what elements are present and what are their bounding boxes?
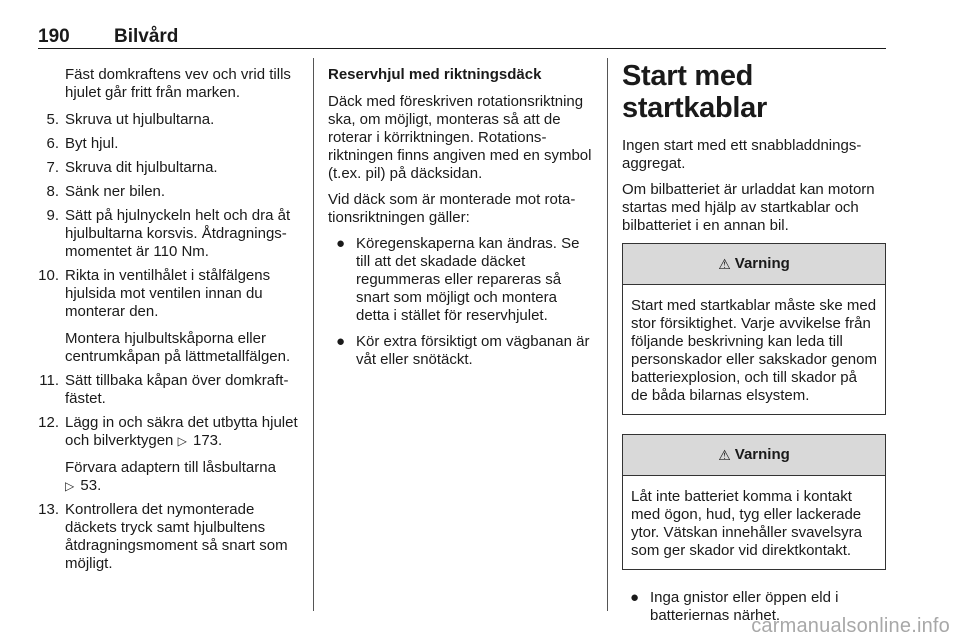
header-rule — [38, 48, 886, 49]
step-text: Skruva ut hjulbultarna. — [65, 111, 215, 128]
step-item — [38, 267, 300, 366]
warning-header — [623, 435, 885, 476]
step-text: Skruva dit hjulbultarna. — [65, 159, 218, 176]
step-text: Sätt på hjulnyckeln helt och dra åt hjulbultarna korsvis. Åtdragningsmomentet är 110 Nm. — [65, 207, 291, 260]
step-item — [38, 372, 300, 408]
warning-box — [622, 243, 886, 415]
column-divider — [313, 58, 314, 611]
step-text: Sänk ner bilen. — [65, 183, 166, 200]
step-text-content: Lägg in och säkra det utbytta hjulet och bilverktygen — [65, 414, 298, 449]
bullet-icon: ● — [630, 589, 640, 606]
paragraph: Däck med föreskriven rotationsriktning ska, om möjligt, monteras så att de roterar i körriktningen. Rotationsriktningen finns angiven med en symbol (t.ex. pil) på däcksidan. — [328, 93, 592, 182]
step-text: Kontrollera det nymonterade däckets tryck samt hjulbultens åtdragningsmoment så snart som möjligt. — [65, 501, 288, 572]
step-subtext-content: Förvara adaptern till låsbultarna — [65, 459, 276, 476]
step-number: 11. — [39, 372, 59, 389]
list-item — [328, 235, 592, 325]
page-number: 190 — [38, 26, 70, 47]
step-number: 6. — [46, 135, 59, 152]
warning-box — [622, 434, 886, 570]
section-title: Bilvård — [114, 26, 179, 47]
step-subtext: Montera hjulbultskåporna eller centrumkåpan på lättmetallfälgen. — [65, 330, 291, 365]
step-text: Sätt tillbaka kåpan över domkraftfästet. — [65, 372, 289, 407]
step-number: 9. — [46, 207, 59, 224]
page-reference-link[interactable]: 173. — [192, 432, 223, 449]
warning-triangle-icon: ⚠ — [718, 256, 731, 272]
paragraph: Om bilbatteriet är urladdat kan motorn startas med hjälp av startkablar och bilbatteriet i en annan bil. — [622, 181, 875, 234]
column-right — [622, 60, 886, 633]
step-subtext — [65, 459, 300, 495]
list-item — [328, 333, 592, 369]
step-item — [38, 183, 300, 201]
paragraph: Vid däck som är monterade mot rotationsriktningen gäller: — [328, 191, 576, 226]
step-intro: Fäst domkraftens vev och vrid tills hjulet går fritt från marken. — [65, 66, 291, 101]
column-left — [38, 66, 300, 579]
watermark: carmanualsonline.info — [751, 615, 950, 637]
step-number: 12. — [38, 414, 59, 431]
page-reference-link[interactable]: 53. — [80, 477, 102, 494]
page-reference-icon[interactable]: ▷ — [65, 479, 75, 493]
step-item — [38, 207, 300, 261]
step-number: 8. — [46, 183, 59, 200]
warning-text: Låt inte batteriet komma i kontakt med ögon, hud, tyg eller lackerade ytor. Vätskan innehåller svavelsyra som ger skador vid direktkontakt. — [631, 488, 862, 559]
bullet-icon: ● — [336, 235, 346, 252]
list-item-text: Köregenskaperna kan ändras. Se till att det skadade däcket regummeras eller repareras så snart som möjligt och montera detta i stället för reservhjulet. — [356, 235, 580, 324]
step-text: Byt hjul. — [65, 135, 119, 152]
step-text — [65, 414, 300, 450]
step-item — [38, 159, 300, 177]
step-number: 10. — [38, 267, 59, 284]
column-divider — [607, 58, 608, 611]
column-middle — [328, 66, 592, 377]
page-header — [38, 22, 886, 50]
warning-triangle-icon: ⚠ — [718, 447, 731, 463]
page-reference-icon[interactable]: ▷ — [177, 434, 187, 448]
step-item — [38, 501, 300, 573]
warning-title: Varning — [734, 446, 790, 463]
step-number: 7. — [46, 159, 59, 176]
warning-header — [623, 244, 885, 285]
paragraph: Ingen start med ett snabbladdningsaggregat. — [622, 137, 862, 172]
step-number: 13. — [38, 501, 59, 518]
step-item — [38, 414, 300, 495]
list-item-text: Inga gnistor eller öppen eld i batteriernas närhet. — [650, 589, 839, 624]
step-number: 5. — [46, 111, 59, 128]
step-item — [38, 135, 300, 153]
warning-title: Varning — [734, 255, 790, 272]
list-item-text: Kör extra försiktigt om vägbanan är våt eller snötäckt. — [356, 333, 590, 368]
chapter-heading: Start med startkablar — [622, 60, 767, 124]
bullet-icon: ● — [336, 333, 346, 350]
step-text: Rikta in ventilhålet i stålfälgens hjulsida mot ventilen innan du monterar den. — [65, 267, 271, 320]
section-heading: Reservhjul med riktningsdäck — [328, 66, 542, 83]
warning-text: Start med startkablar måste ske med stor försiktighet. Varje avvikelse från följande beskrivning kan leda till personskador eller sakskador genom batteriexplosion, och till skador på de båda bilarnas elsystem. — [631, 297, 877, 404]
step-item — [38, 111, 300, 129]
